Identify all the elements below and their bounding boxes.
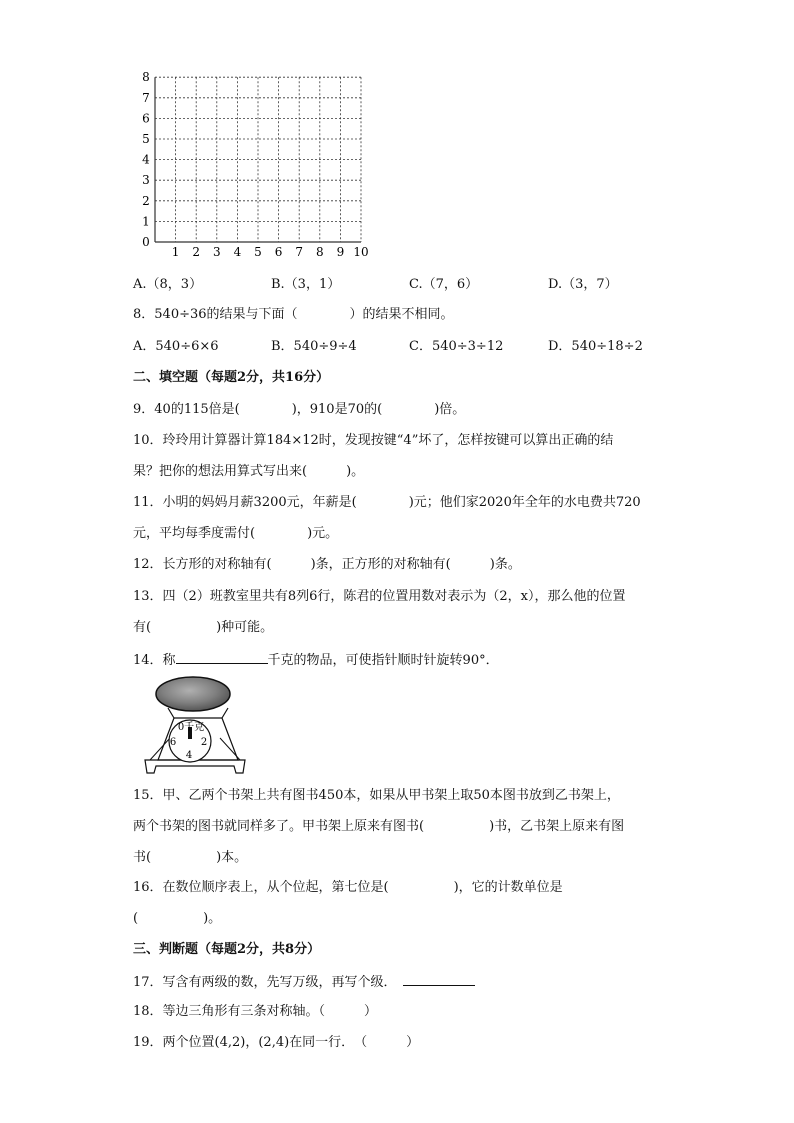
section-3-heading: 三、判断题（每题2分，共8分） bbox=[133, 942, 321, 957]
scale-plate bbox=[156, 677, 230, 711]
grid-x-tick-label: 8 bbox=[315, 245, 324, 259]
question-14 bbox=[133, 651, 499, 669]
grid-x-axis-labels bbox=[172, 245, 369, 259]
section-2-heading: 二、填空题（每题2分，共16分） bbox=[133, 370, 330, 385]
q8-option-b[interactable]: B．540÷9÷4 bbox=[271, 339, 357, 354]
question-15-line-3: 书( )本。 bbox=[133, 850, 248, 865]
question-11-line-2: 元，平均每季度需付( )元。 bbox=[133, 526, 339, 541]
grid-x-tick-label: 5 bbox=[254, 245, 262, 259]
question-15-line-1: 15．甲、乙两个书架上共有图书450本，如果从甲书架上取50本图书放到乙书架上， bbox=[133, 788, 620, 803]
grid-y-tick-label: 6 bbox=[142, 111, 150, 126]
grid-x-tick-label: 4 bbox=[233, 245, 242, 259]
question-14-prefix: 14．称 bbox=[133, 653, 176, 668]
question-9: 9．40的115倍是( )，910是70的( )倍。 bbox=[133, 402, 466, 417]
grid-y-tick-label: 2 bbox=[142, 193, 150, 208]
q8-option-a[interactable]: A．540÷6×6 bbox=[133, 339, 219, 354]
grid-x-tick-label: 7 bbox=[295, 245, 304, 259]
question-18: 18．等边三角形有三条对称轴。（ ） bbox=[133, 1004, 378, 1019]
grid-y-tick-label: 3 bbox=[142, 173, 150, 188]
question-17-text: 17．写含有两级的数，先写万级，再写个级． bbox=[133, 975, 397, 990]
question-11-line-1: 11．小明的妈妈月薪3200元，年薪是( )元；他们家2020年全年的水电费共720 bbox=[133, 495, 641, 510]
q7-option-c[interactable]: C.（7，6） bbox=[409, 277, 479, 292]
question-13-line-1: 13．四（2）班教室里共有8列6行，陈君的位置用数对表示为（2，x），那么他的位置 bbox=[133, 589, 626, 604]
scale-illustration bbox=[140, 674, 250, 778]
question-14-suffix: 千克的物品，可使指针顺时针旋转90°． bbox=[267, 653, 499, 668]
coordinate-grid bbox=[135, 64, 375, 260]
grid-x-tick-label: 6 bbox=[274, 245, 283, 259]
grid-x-tick-label: 10 bbox=[353, 245, 369, 259]
q7-option-a[interactable]: A.（8，3） bbox=[133, 277, 203, 292]
q8-option-c[interactable]: C．540÷3÷12 bbox=[409, 339, 504, 354]
question-19: 19．两个位置(4,2)，(2,4)在同一行． （ ） bbox=[133, 1035, 420, 1050]
grid-y-tick-label: 8 bbox=[142, 70, 150, 85]
question-8: 8．540÷36的结果与下面（ ）的结果不相同。 bbox=[133, 307, 454, 322]
grid-x-tick-label: 1 bbox=[171, 245, 180, 259]
grid-lines bbox=[155, 77, 361, 242]
grid-y-tick-label: 0 bbox=[142, 235, 150, 249]
grid-y-tick-label: 7 bbox=[142, 90, 150, 105]
q7-option-d[interactable]: D.（3，7） bbox=[548, 277, 618, 292]
question-10-line-2: 果？把你的想法用算式写出来( )。 bbox=[133, 464, 365, 479]
grid-x-tick-label: 9 bbox=[336, 245, 345, 259]
grid-y-tick-label: 5 bbox=[142, 132, 150, 146]
scale-label-top: 0千克 bbox=[177, 722, 205, 733]
question-16-line-2: ( )。 bbox=[133, 911, 222, 926]
scale-label-bottom: 4 bbox=[185, 750, 193, 761]
question-12: 12．长方形的对称轴有( )条，正方形的对称轴有( )条。 bbox=[133, 557, 521, 572]
grid-y-axis-labels bbox=[142, 70, 150, 249]
q8-option-d[interactable]: D．540÷18÷2 bbox=[548, 339, 643, 354]
grid-y-tick-label: 1 bbox=[142, 214, 150, 229]
question-17-answer-blank[interactable] bbox=[403, 973, 475, 986]
question-10-line-1: 10．玲玲用计算器计算184×12时，发现按键“4”坏了，怎样按键可以算出正确的结 bbox=[133, 433, 614, 448]
grid-x-tick-label: 2 bbox=[192, 245, 201, 259]
scale-label-right: 2 bbox=[200, 737, 208, 748]
question-16-line-1: 16．在数位顺序表上，从个位起，第七位是( )，它的计数单位是 bbox=[133, 880, 563, 895]
scale-label-left: 6 bbox=[169, 737, 177, 748]
question-17 bbox=[133, 973, 475, 991]
q7-option-b[interactable]: B.（3，1） bbox=[271, 277, 341, 292]
question-15-line-2: 两个书架的图书就同样多了。甲书架上原来有图书( )书，乙书架上原来有图 bbox=[133, 819, 625, 834]
grid-y-tick-label: 4 bbox=[142, 152, 150, 167]
question-14-answer-blank[interactable] bbox=[176, 651, 268, 664]
question-13-line-2: 有( )种可能。 bbox=[133, 620, 274, 635]
grid-x-tick-label: 3 bbox=[212, 245, 221, 259]
